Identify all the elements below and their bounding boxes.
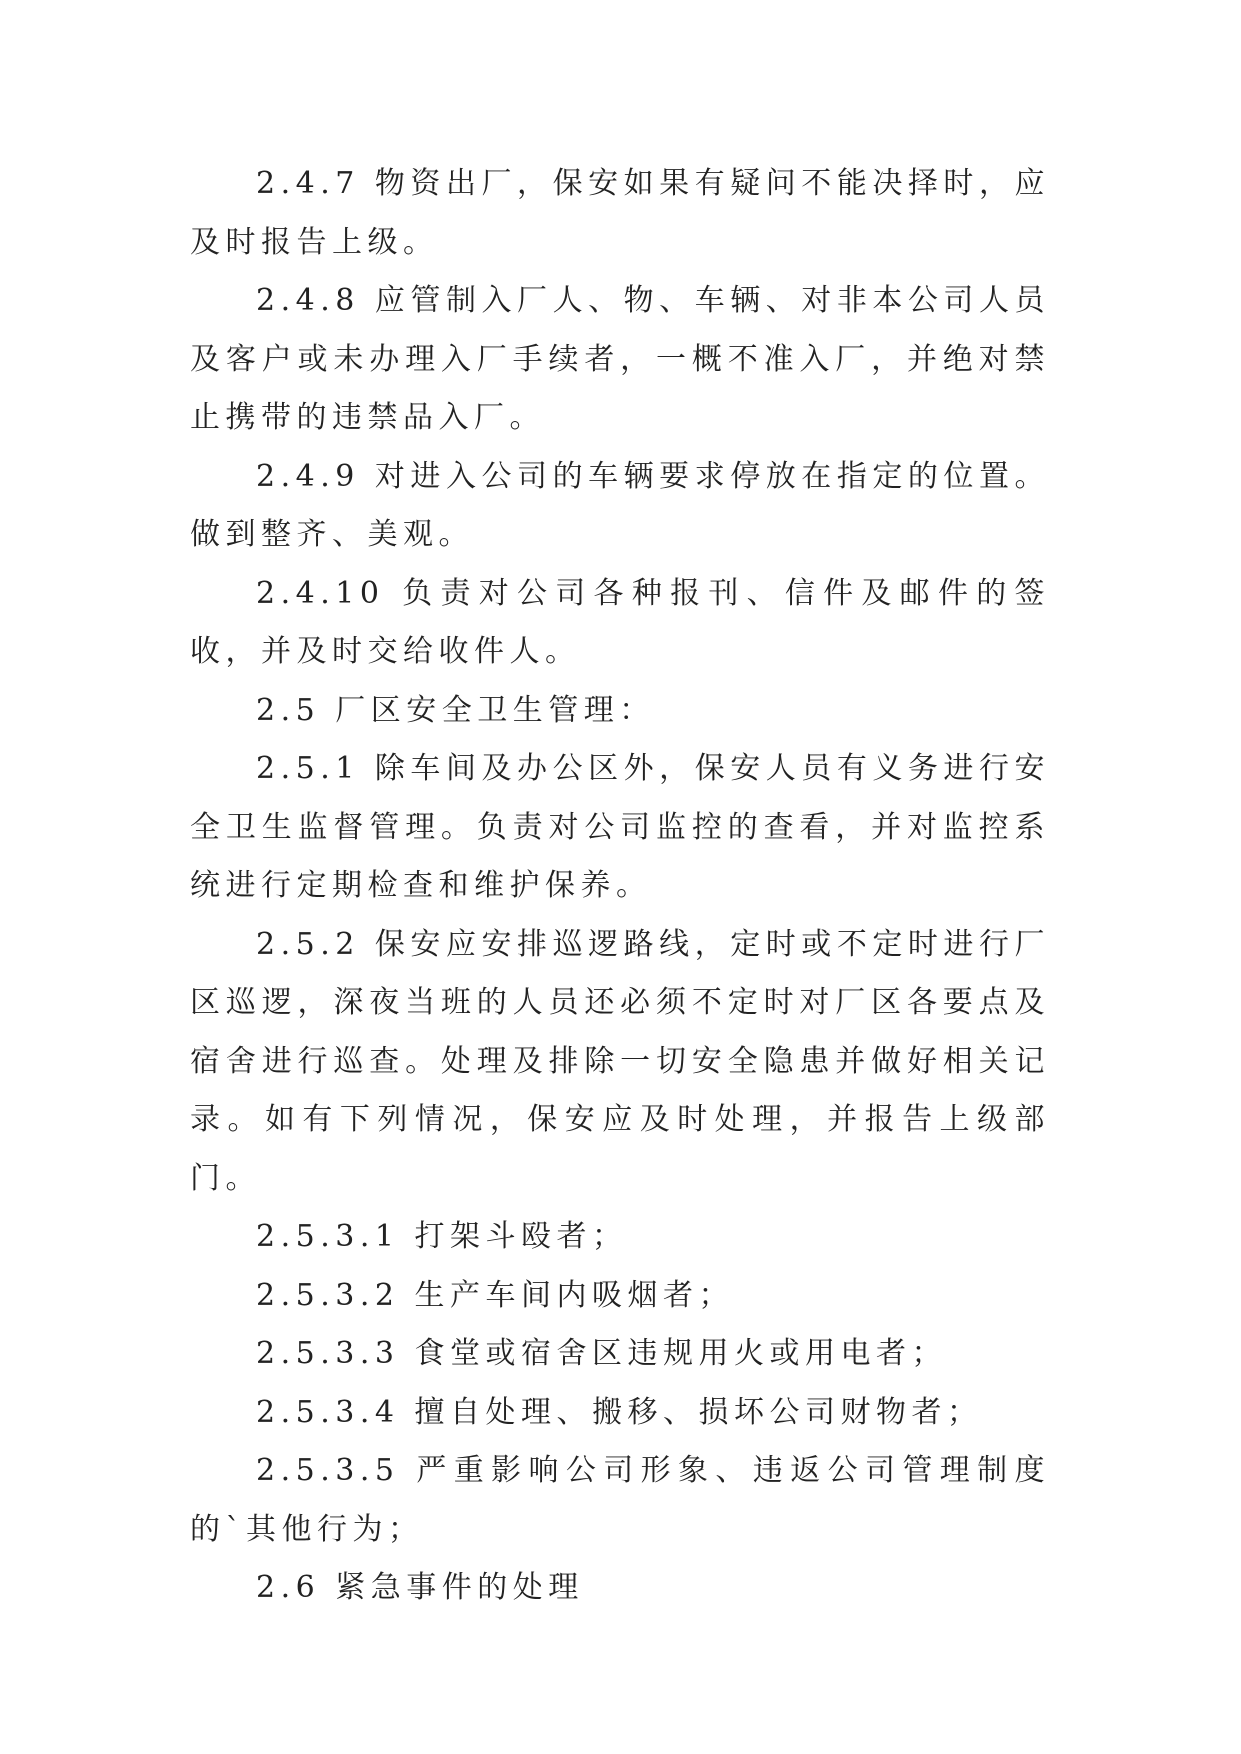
paragraph-2-5-2: 2.5.2 保安应安排巡逻路线，定时或不定时进行厂区巡逻，深夜当班的人员还必须不定时对厂区各要点及宿舍进行巡查。处理及排除一切安全隐患并做好相关记录。如有下列情况，保安应及时处理，并报告上级部门。 bbox=[190, 926, 1050, 1196]
list-item-2-5-3-5: 2.5.3.5 严重影响公司形象、违返公司管理制度的`其他行为； bbox=[190, 1453, 1050, 1547]
paragraph-2-4-8: 2.4.8 应管制入厂人、物、车辆、对非本公司人员及客户或未办理入厂手续者，一概不准入厂，并绝对禁止携带的违禁品入厂。 bbox=[190, 283, 1050, 435]
paragraph-2-4-7: 2.4.7 物资出厂，保安如果有疑问不能决择时，应及时报告上级。 bbox=[190, 166, 1050, 260]
paragraph-2-4-9: 2.4.9 对进入公司的车辆要求停放在指定的位置。做到整齐、美观。 bbox=[190, 458, 1050, 552]
heading-2-6: 2.6 紧急事件的处理 bbox=[256, 1570, 584, 1605]
paragraph-2-5-1: 2.5.1 除车间及办公区外，保安人员有义务进行安全卫生监督管理。负责对公司监控的查看，并对监控系统进行定期检查和维护保养。 bbox=[190, 751, 1050, 903]
list-item-2-5-3-1: 2.5.3.1 打架斗殴者； bbox=[256, 1219, 628, 1254]
list-item-2-5-3-3: 2.5.3.3 食堂或宿舍区违规用火或用电者； bbox=[256, 1336, 947, 1371]
list-item-2-5-3-4: 2.5.3.4 擅自处理、搬移、损坏公司财物者； bbox=[256, 1394, 983, 1430]
heading-2-5: 2.5 厂区安全卫生管理： bbox=[256, 692, 655, 728]
document-page bbox=[190, 155, 1050, 1618]
list-item-2-5-3-2: 2.5.3.2 生产车间内吸烟者； bbox=[256, 1277, 734, 1313]
paragraph-2-4-10: 2.4.10 负责对公司各种报刊、信件及邮件的签收，并及时交给收件人。 bbox=[190, 575, 1050, 669]
